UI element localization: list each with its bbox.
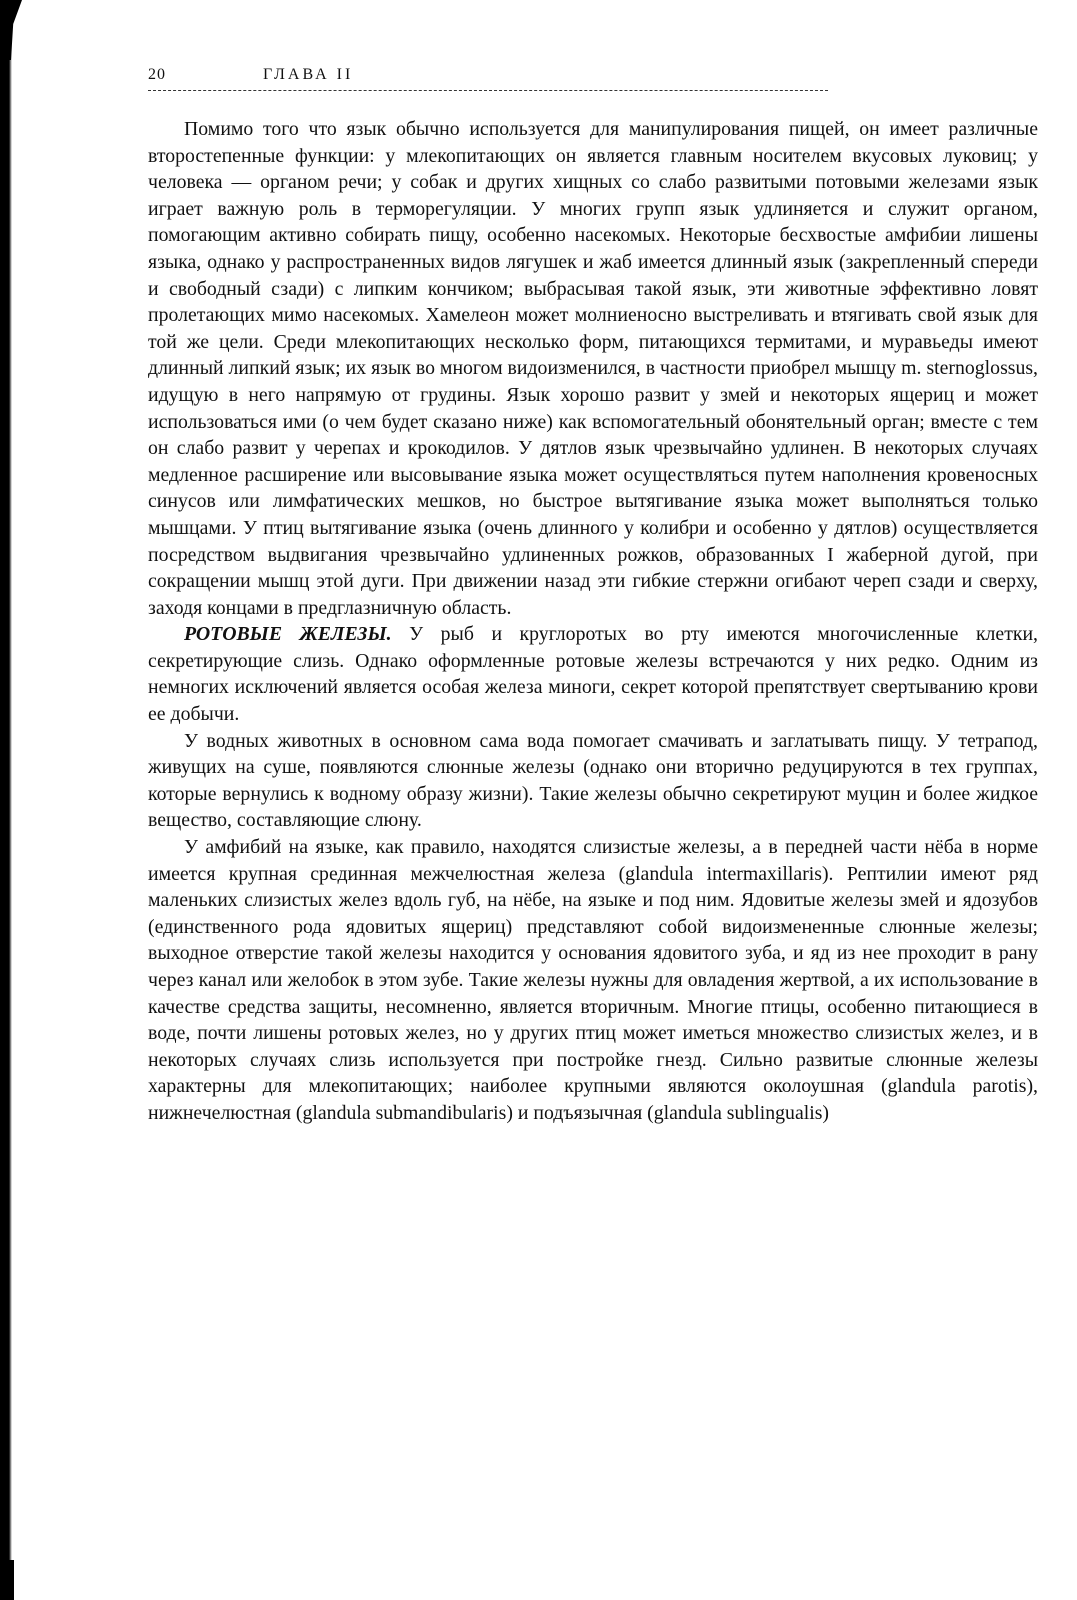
paragraph-amphibian-glands: У амфибий на языке, как правило, находятся слизистые железы, а в передней части нёба в норме имеется крупная срединная межчелюстная железа (glandula intermaxillaris). Рептилии имеют ряд маленьких слизистых желез вдоль губ, на нёбе, на языке и под ним. Ядовитые железы змей и ядозубов (единственного рода ядовитых ящериц) представляют собой видоизмененные слюнные железы; выходное отверстие такой железы находится у основания ядовитого зуба, и яд из нее проходит в рану через канал или желобок в этом зубе. Такие железы нужны для овладения жертвой, а их использование в качестве средства защиты, несомненно, является вторичным. Многие птицы, особенно питающиеся в воде, почти лишены ротовых желез, но у других птиц может иметься множество слизистых желез, и в некоторых случаях слизь используется при постройке гнезд. Сильно развитые слюнные железы характерны для млекопитающих; наиболее крупными являются околоушная (glandula parotis), нижнечелюстная (glandula submandibularis) и подъязычная (glandula sublingualis) [148,836,1038,1124]
paragraph-tongue-functions: Помимо того что язык обычно используется для манипулирования пищей, он имеет различные второстепенные функции: у млекопитающих он является главным носителем вкусовых луковиц; у человека — органом речи; у собак и других хищных со слабо развитыми потовыми железами язык играет важную роль в терморегуляции. У многих групп язык удлиняется и служит органом, помогающим активно собирать пищу, особенно насекомых. Некоторые бесхвостые амфибии лишены языка, однако у распространенных видов лягушек и жаб имеется длинный язык (закрепленный спереди и свободный сзади) с липким кончиком; выбрасывая такой язык, эти животные эффективно ловят пролетающих мимо насекомых. Хамелеон может молниеносно выстреливать и втягивать свой язык для той же цели. Среди млекопитающих несколько форм, питающихся термитами, и муравьеды имеют длинный липкий язык; их язык во многом видоизменился, в частности приобрел мышцу m. sternoglossus, идущую в него напрямую от грудины. Язык хорошо развит у змей и некоторых ящериц и может использоваться ими (о чем будет сказано ниже) как вспомогательный обонятельный орган; вместе с тем он слабо развит у черепах и крокодилов. У дятлов язык чрезвычайно удлинен. В некоторых случаях медленное расширение или высовывание языка может осуществляться путем наполнения кровеносных синусов или лимфатических мешков, но быстрое вытягивание языка может выполняться только мышцами. У птиц вытягивание языка (очень длинного у колибри и особенно у дятлов) осуществляется посредством выдвигания чрезвычайно удлиненных рожков, образованных I жаберной дугой, при сокращении мышц этой дуги. При движении назад эти гибкие стержни огибают череп сзади и сверху, заходя концами в предглазничную область. [148,118,1038,619]
scan-corner-shadow [0,0,22,60]
page-body [148,116,1038,1127]
paragraph-oral-glands-text: У рыб и круглоротых во рту имеются многочисленные клетки, секретирующие слизь. Однако оформленные ротовые железы встречаются у них редко. Одним из немногих исключений является особая железа миноги, секрет которой препятствует свертыванию крови ее добычи. [148,623,1038,726]
scan-shadow-edge [0,0,12,1600]
paragraph-oral-glands [148,621,1038,727]
page-number: 20 [148,66,166,83]
section-heading-oral-glands: РОТОВЫЕ ЖЕЛЕЗЫ. [184,623,392,646]
paragraph-salivary-glands: У водных животных в основном сама вода помогает смачивать и заглатывать пищу. У тетрапод, живущих на суше, появляются слюнные железы (однако они вторично редуцируются в тех группах, которые вернулись к водному образу жизни). Такие железы обычно секретируют муцин и более жидкое вещество, составляющие слюну. [148,729,1038,832]
scan-bottom-shadow [0,1560,14,1600]
running-head [148,66,1038,96]
header-rule [148,90,828,91]
chapter-title: ГЛАВА II [263,66,354,83]
